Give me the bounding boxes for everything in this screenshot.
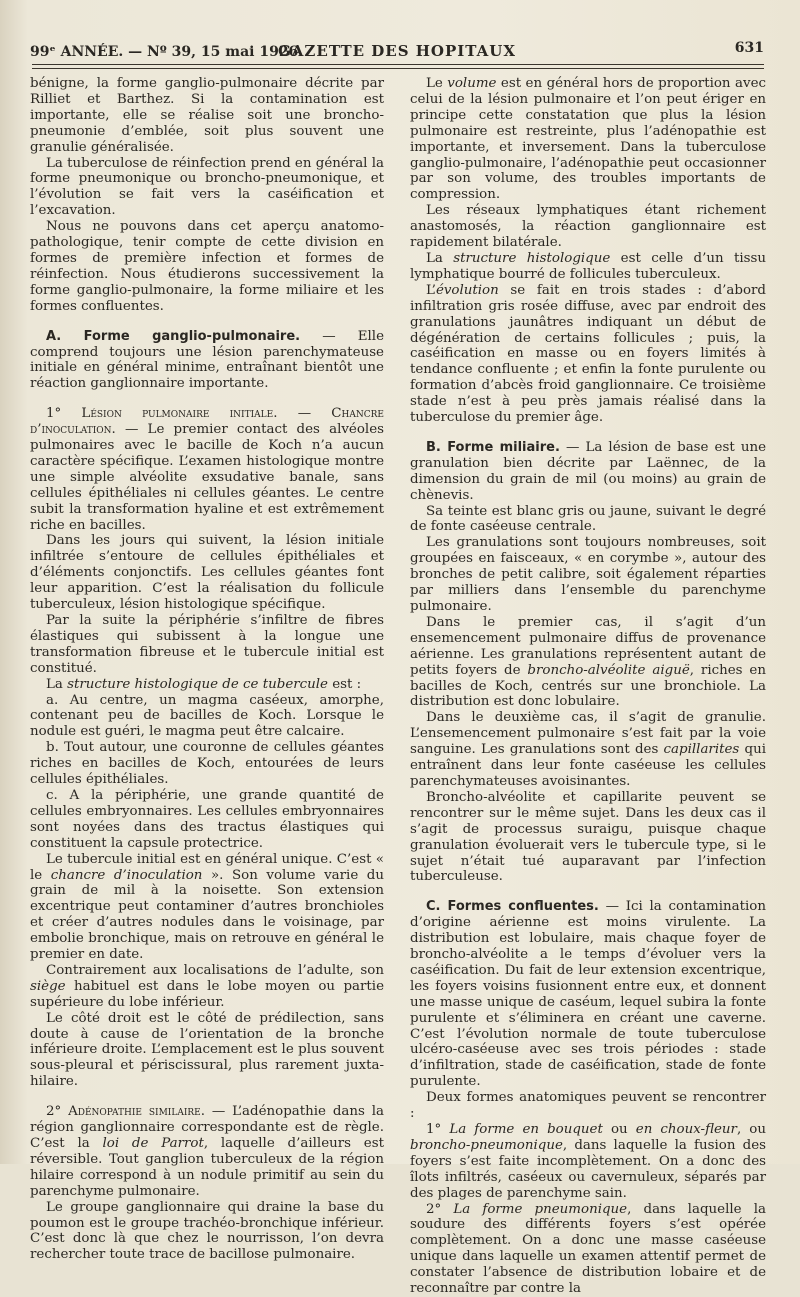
section-c-text: — Ici la contamination d’origine aérienne est moins virulente. La distribution est lobulaire, mais chaque foyer de broncho-alvéolite a le temps d’évoluer vers la caséification. Du fait de leur extension excentrique, les foyers voisins fusionnent entre eux, et donnent une masse unique de caséum, lequel subira la fonte purulente et s’éliminera en créant une caverne. C’est l’évolution normale de toute tuberculose ulcéro-caséeuse avec ses trois périodes : stade d’infiltration, stade de caséification, stade de fonte purulente. xyxy=(410,899,766,1090)
paragraph: La tuberculose de réinfection prend en général la forme pneumonique ou broncho-pneumonique, et l’évolution se fait vers la caséification et l’excavation. xyxy=(30,155,384,219)
subsection-1-heading: 1° Lésion pulmonaire initiale. — Chancre d’inoculation. xyxy=(30,406,384,438)
paragraph xyxy=(410,710,766,790)
italic-run: La forme en bouquet xyxy=(449,1122,603,1137)
text-run: , dans laquelle la fusion des foyers s’est faite incomplètement. On a donc des îlots infiltrés, caséeux ou cavernuleux, séparés par des plages de parenchyme sain. xyxy=(410,1137,766,1201)
paragraph xyxy=(410,1122,766,1202)
text-run: ou xyxy=(602,1122,636,1137)
subsection-2-heading: 2° Adénopathie similaire. xyxy=(46,1104,205,1120)
text-run: 1° xyxy=(426,1122,450,1137)
text-run: , dans laquelle la soudure des différents foyers s’est opérée complètement. On a donc une masse caséeuse unique dans laquelle un examen attentif permet de constater l’absence de distribution lobaire et de reconnaître par contre la xyxy=(410,1201,766,1297)
italic-run: structure histologique de ce tubercule xyxy=(67,676,328,692)
paragraph: Sa teinte est blanc gris ou jaune, suivant le degré de fonte caséeuse centrale. xyxy=(410,503,766,535)
paragraph xyxy=(410,615,766,710)
text-run: Contrairement aux localisations de l’adulte, son xyxy=(46,962,384,978)
text-run: La xyxy=(426,250,454,266)
paragraph: bénigne, la forme ganglio-pulmonaire décrite par Rilliet et Barthez. Si la contamination est importante, elle se réalise soit une broncho-pneumonie d’emblée, soit plus souvent une granulie généralisée. xyxy=(30,76,384,155)
header-rule-top xyxy=(32,64,764,65)
italic-run: en choux-fleur xyxy=(635,1122,737,1137)
section-a-text: — Elle comprend toujours une lésion parenchymateuse initiale en général minime, entraînant bientôt une réaction ganglionnaire importante. xyxy=(30,328,385,392)
text-run: , riches en bacilles de Koch, centrés sur une bronchiole. La distribution est donc lobulaire. xyxy=(410,662,766,710)
section-c xyxy=(410,899,766,1090)
paragraph: Nous ne pouvons dans cet aperçu anatomo-pathologique, tenir compte de cette division en formes de première infection et formes de réinfection. Nous étudierons successivement la forme ganglio-pulmonaire, la forme miliaire et les formes confluentes. xyxy=(30,219,384,314)
paragraph xyxy=(410,251,766,283)
italic-run: évolution xyxy=(435,282,499,298)
text-run: habituel est dans le lobe moyen ou partie supérieure du lobe inférieur. xyxy=(30,978,384,1010)
paragraph: Le groupe ganglionnaire qui draine la base du poumon est le groupe trachéo-bronchique inférieur. C’est donc là que chez le nourrisson, l’on devra rechercher toute trace de bacillose pulmonaire. xyxy=(30,1199,384,1263)
paragraph xyxy=(30,852,384,963)
paragraph: Par la suite la périphérie s’infiltre de fibres élastiques qui subissent à la longue une transformation fibreuse et le tubercule initial est constitué. xyxy=(30,613,384,676)
page-number: 631 xyxy=(734,40,764,56)
header-rule-bottom xyxy=(32,68,764,69)
text-run: L’ xyxy=(426,282,436,298)
section-a xyxy=(30,329,384,393)
section-b xyxy=(410,440,766,504)
section-a-heading: A. Forme ganglio-pulmonaire. xyxy=(46,328,301,344)
italic-run: structure histologique xyxy=(453,250,611,266)
text-run: — L’adénopathie dans la région ganglionnaire correspondante est de règle. C’est la xyxy=(30,1104,384,1151)
text-run: Le xyxy=(426,76,448,91)
text-run: 2° xyxy=(426,1201,454,1217)
text-run: se fait en trois stades : d’abord infiltration gris rosée diffuse, avec par endroit des granulations jaunâtres indiquant un début de dégénération de certains follicules ; puis, la caséification en masse ou en foyers limités à tendance confluente ; et enfin la fonte purulente ou formation d’abcès froid ganglionnaire. Ce troisième stade n’est à peu près jamais réalisé dans la tuberculose du premier âge. xyxy=(410,282,766,426)
paragraph: Les granulations sont toujours nombreuses, soit groupées en faisceaux, « en corymbe », autour des bronches de petit calibre, soit également réparties par milliers dans l’ensemble du parenchyme pulmonaire. xyxy=(410,535,766,614)
running-head xyxy=(30,38,764,64)
italic-run: La forme pneumonique xyxy=(453,1201,628,1217)
text-run: Dans le premier cas, il s’agit d’un ensemencement pulmonaire diffus de provenance aérienne. Les granulations représentent autant de petits foyers de xyxy=(410,614,766,678)
subsection-1 xyxy=(30,406,384,533)
subsection-2 xyxy=(30,1104,384,1199)
paragraph: Les réseaux lymphatiques étant richement anastomosés, la réaction ganglionnaire est rapidement bilatérale. xyxy=(410,203,766,251)
right-column xyxy=(410,76,766,1297)
list-item-b: b. Tout autour, une couronne de cellules géantes riches en bacilles de Koch, entourées de leurs cellules épithéliales. xyxy=(30,740,384,788)
italic-run: loi de Parrot xyxy=(102,1136,204,1151)
text-run: ». Son volume varie du grain de mil à la noisette. Son extension excentrique peut contaminer d’autres bronchioles et créer d’autres nodules dans le voisinage, par embolie bronchique, mais on retrouve en général le premier en date. xyxy=(30,867,384,963)
italic-run: volume xyxy=(447,76,497,91)
section-c-heading: C. Formes confluentes. xyxy=(426,899,599,915)
journal-title: GAZETTE DES HOPITAUX xyxy=(277,42,516,60)
text-run: , laquelle d’ailleurs est réversible. Tout ganglion tuberculeux de la région hilaire correspond à un nodule primitif au sein du parenchyme pulmonaire. xyxy=(30,1136,384,1199)
paragraph: Le côté droit est le côté de prédilection, sans doute à cause de l’orientation de la bronche inférieure droite. L’emplacement est le plus souvent sous-pleural et périscissural, plus rarement juxta-hilaire. xyxy=(30,1010,384,1090)
section-b-heading: B. Forme miliaire. xyxy=(426,439,560,455)
text-run: Le tubercule initial est en général unique. C’est « le xyxy=(30,851,384,883)
paragraph xyxy=(410,76,766,203)
issue-info: 99ᵉ ANNÉE. — Nº 39, 15 mai 1926. xyxy=(30,44,304,60)
left-column xyxy=(30,76,384,1263)
italic-run: broncho-pneumonique xyxy=(410,1137,563,1153)
paragraph xyxy=(30,963,384,1011)
subsection-1-text: — Le premier contact des alvéoles pulmonaires avec le bacille de Koch n’a aucun caractère spécifique. L’examen histologique montre une simple alvéolite exsudative banale, sans cellules épithéliales ni cellules géantes. Le centre subit la transformation hyaline et est extrêmement riche en bacilles. xyxy=(30,422,384,533)
list-item-a: a. Au centre, un magma caséeux, amorphe, contenant peu de bacilles de Koch. Lorsque le nodule est guéri, le magma peut être calcaire. xyxy=(30,692,384,740)
text-run: est celle d’un tissu lymphatique bourré de follicules tuberculeux. xyxy=(410,250,767,282)
italic-run: broncho-alvéolite aiguë xyxy=(527,662,690,678)
paragraph: Deux formes anatomiques peuvent se rencontrer : xyxy=(410,1090,766,1122)
list-item-c: c. A la périphérie, une grande quantité de cellules embryonnaires. Les cellules embryonnaires sont noyées dans des tractus élastiques qui constituent la capsule protectrice. xyxy=(30,787,384,851)
text-run: Dans le deuxième cas, il s’agit de granulie. L’ensemencement pulmonaire s’est fait par la voie sanguine. Les granulations sont des xyxy=(410,710,766,758)
text-run: La xyxy=(46,676,68,692)
text-run: est : xyxy=(327,676,362,692)
paragraph xyxy=(30,677,384,693)
text-run: est en général hors de proportion avec celui de la lésion pulmonaire et l’on peut ériger en principe cette constatation que plus la lésion pulmonaire est restreinte, plus l’adénopathie est importante, et inversement. Dans la tuberculose ganglio-pulmonaire, l’adénopathie peut occasionner par son volume, des troubles importants de compression. xyxy=(410,76,766,203)
paragraph xyxy=(410,1202,766,1297)
text-run: qui entraînent dans leur fonte caséeuse les cellules parenchymateuses avoisinantes. xyxy=(410,742,766,789)
text-run: , ou xyxy=(736,1122,766,1137)
italic-run: chancre d’inoculation xyxy=(50,867,203,883)
section-b-text: — La lésion de base est une granulation bien décrite par Laënnec, de la dimension du grain de mil (ou moins) au grain de chènevis. xyxy=(410,439,766,503)
italic-run: capillarites xyxy=(663,742,740,758)
paragraph xyxy=(410,283,766,426)
italic-run: siège xyxy=(30,978,66,994)
paragraph: Dans les jours qui suivent, la lésion initiale infiltrée s’entoure de cellules épithéliales et d’éléments conjonctifs. Les cellules géantes font leur apparition. C’est la réalisation du follicule tuberculeux, lésion histologique spécifique. xyxy=(30,533,384,613)
paragraph: Broncho-alvéolite et capillarite peuvent se rencontrer sur le même sujet. Dans les deux cas il s’agit de processus suraigu, puisque chaque granulation évoluerait vers le tubercule type, si le sujet n’était tué auparavant par l’infection tuberculeuse. xyxy=(410,789,766,885)
